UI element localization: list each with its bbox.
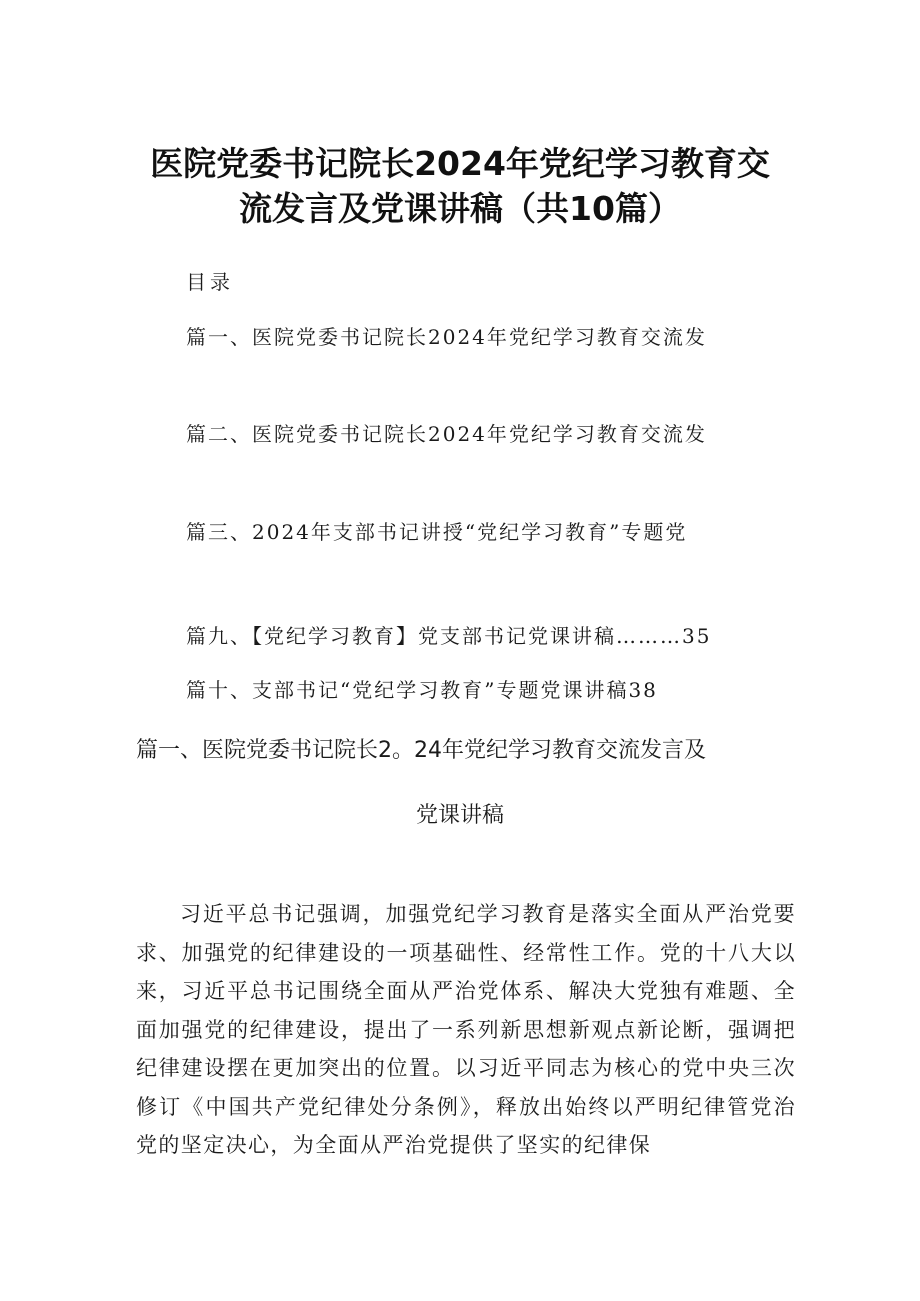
toc-item[interactable]: 篇一、医院党委书记院长2024年党纪学习教育交流发 [186,325,707,349]
toc-item[interactable]: 篇三、2024年支部书记讲授“党纪学习教育”专题党 [186,520,688,544]
toc-item[interactable]: 篇二、医院党委书记院长2024年党纪学习教育交流发 [186,422,707,446]
section-heading-line-2: 党课讲稿 [415,803,504,828]
toc-heading: 目录 [186,270,234,294]
document-title-line-1: 医院党委书记院长2024年党纪学习教育交 [150,144,770,183]
toc-item[interactable]: 篇十、支部书记“党纪学习教育”专题党课讲稿38 [186,678,658,702]
toc-item[interactable]: 篇九、【党纪学习教育】党支部书记党课讲稿………35 [186,624,712,648]
body-paragraph: 习近平总书记强调，加强党纪学习教育是落实全面从严治党要求、加强党的纪律建设的一项基础性、经常性工作。党的十八大以来，习近平总书记围绕全面从严治党体系、解决大党独有难题、全面加强党的纪律建设，提出了一系列新思想新观点新论断，强调把纪律建设摆在更加突出的位置。以习近平同志为核心的党中央三次修订《中国共产党纪律处分条例》，释放出始终以严明纪律管党治党的坚定决心，为全面从严治党提供了坚实的纪律保 [136,902,796,1157]
document-title-line-2: 流发言及党课讲稿（共10篇） [239,189,681,228]
section-heading-line-1: 篇一、医院党委书记院长2。24年党纪学习教育交流发言及 [136,738,706,763]
